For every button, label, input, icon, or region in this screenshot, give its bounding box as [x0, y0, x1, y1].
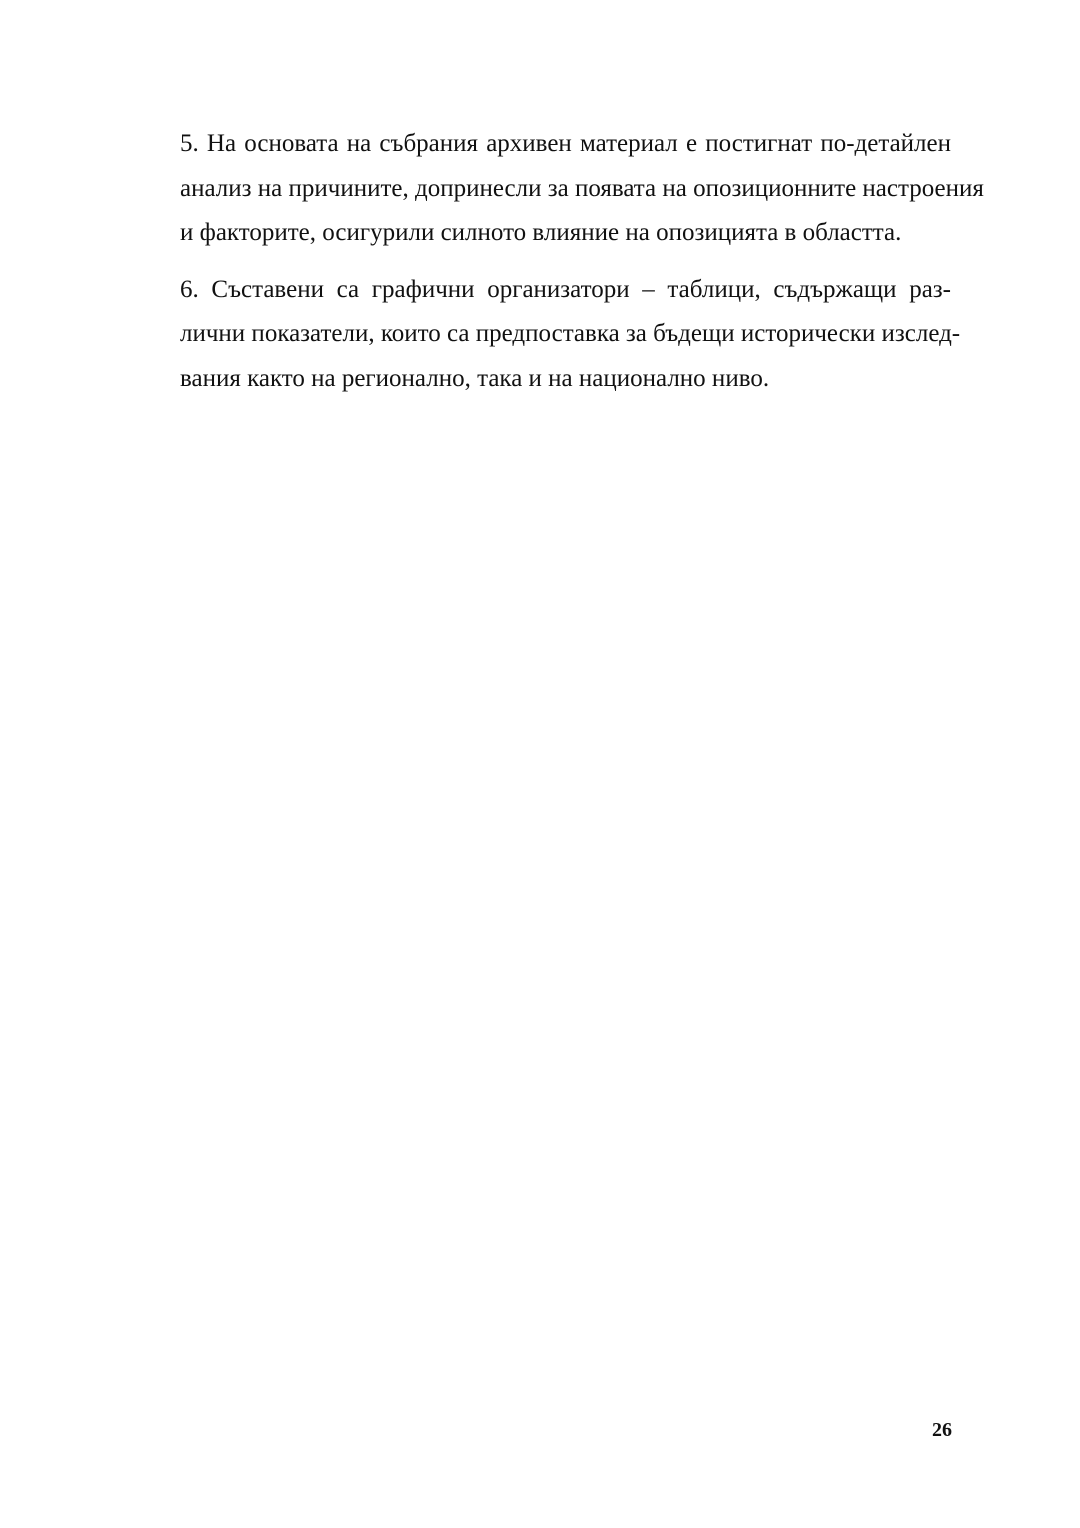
paragraph-line: и факторите, осигурили силното влияние на опозицията в областта. [180, 219, 902, 246]
paragraph-6 [130, 268, 961, 402]
paragraph-line: лични показатели, които са предпоставка за бъдещи исторически изслед- [180, 320, 961, 347]
paragraph-line: анализ на причините, допринесли за появата на опозиционните настроения [180, 174, 984, 202]
paragraph-5 [130, 122, 984, 256]
paragraph-line: 5. На основата на събрания архивен материал е постигнат по-детайлен [180, 130, 951, 157]
paragraph-line: вания както на регионално, така и на национално ниво. [180, 364, 770, 392]
paragraph-line: 6. Съставени са графични организатори – таблици, съдържащи раз- [180, 275, 951, 303]
page-number: 26 [932, 1419, 952, 1441]
document-body [130, 122, 984, 401]
